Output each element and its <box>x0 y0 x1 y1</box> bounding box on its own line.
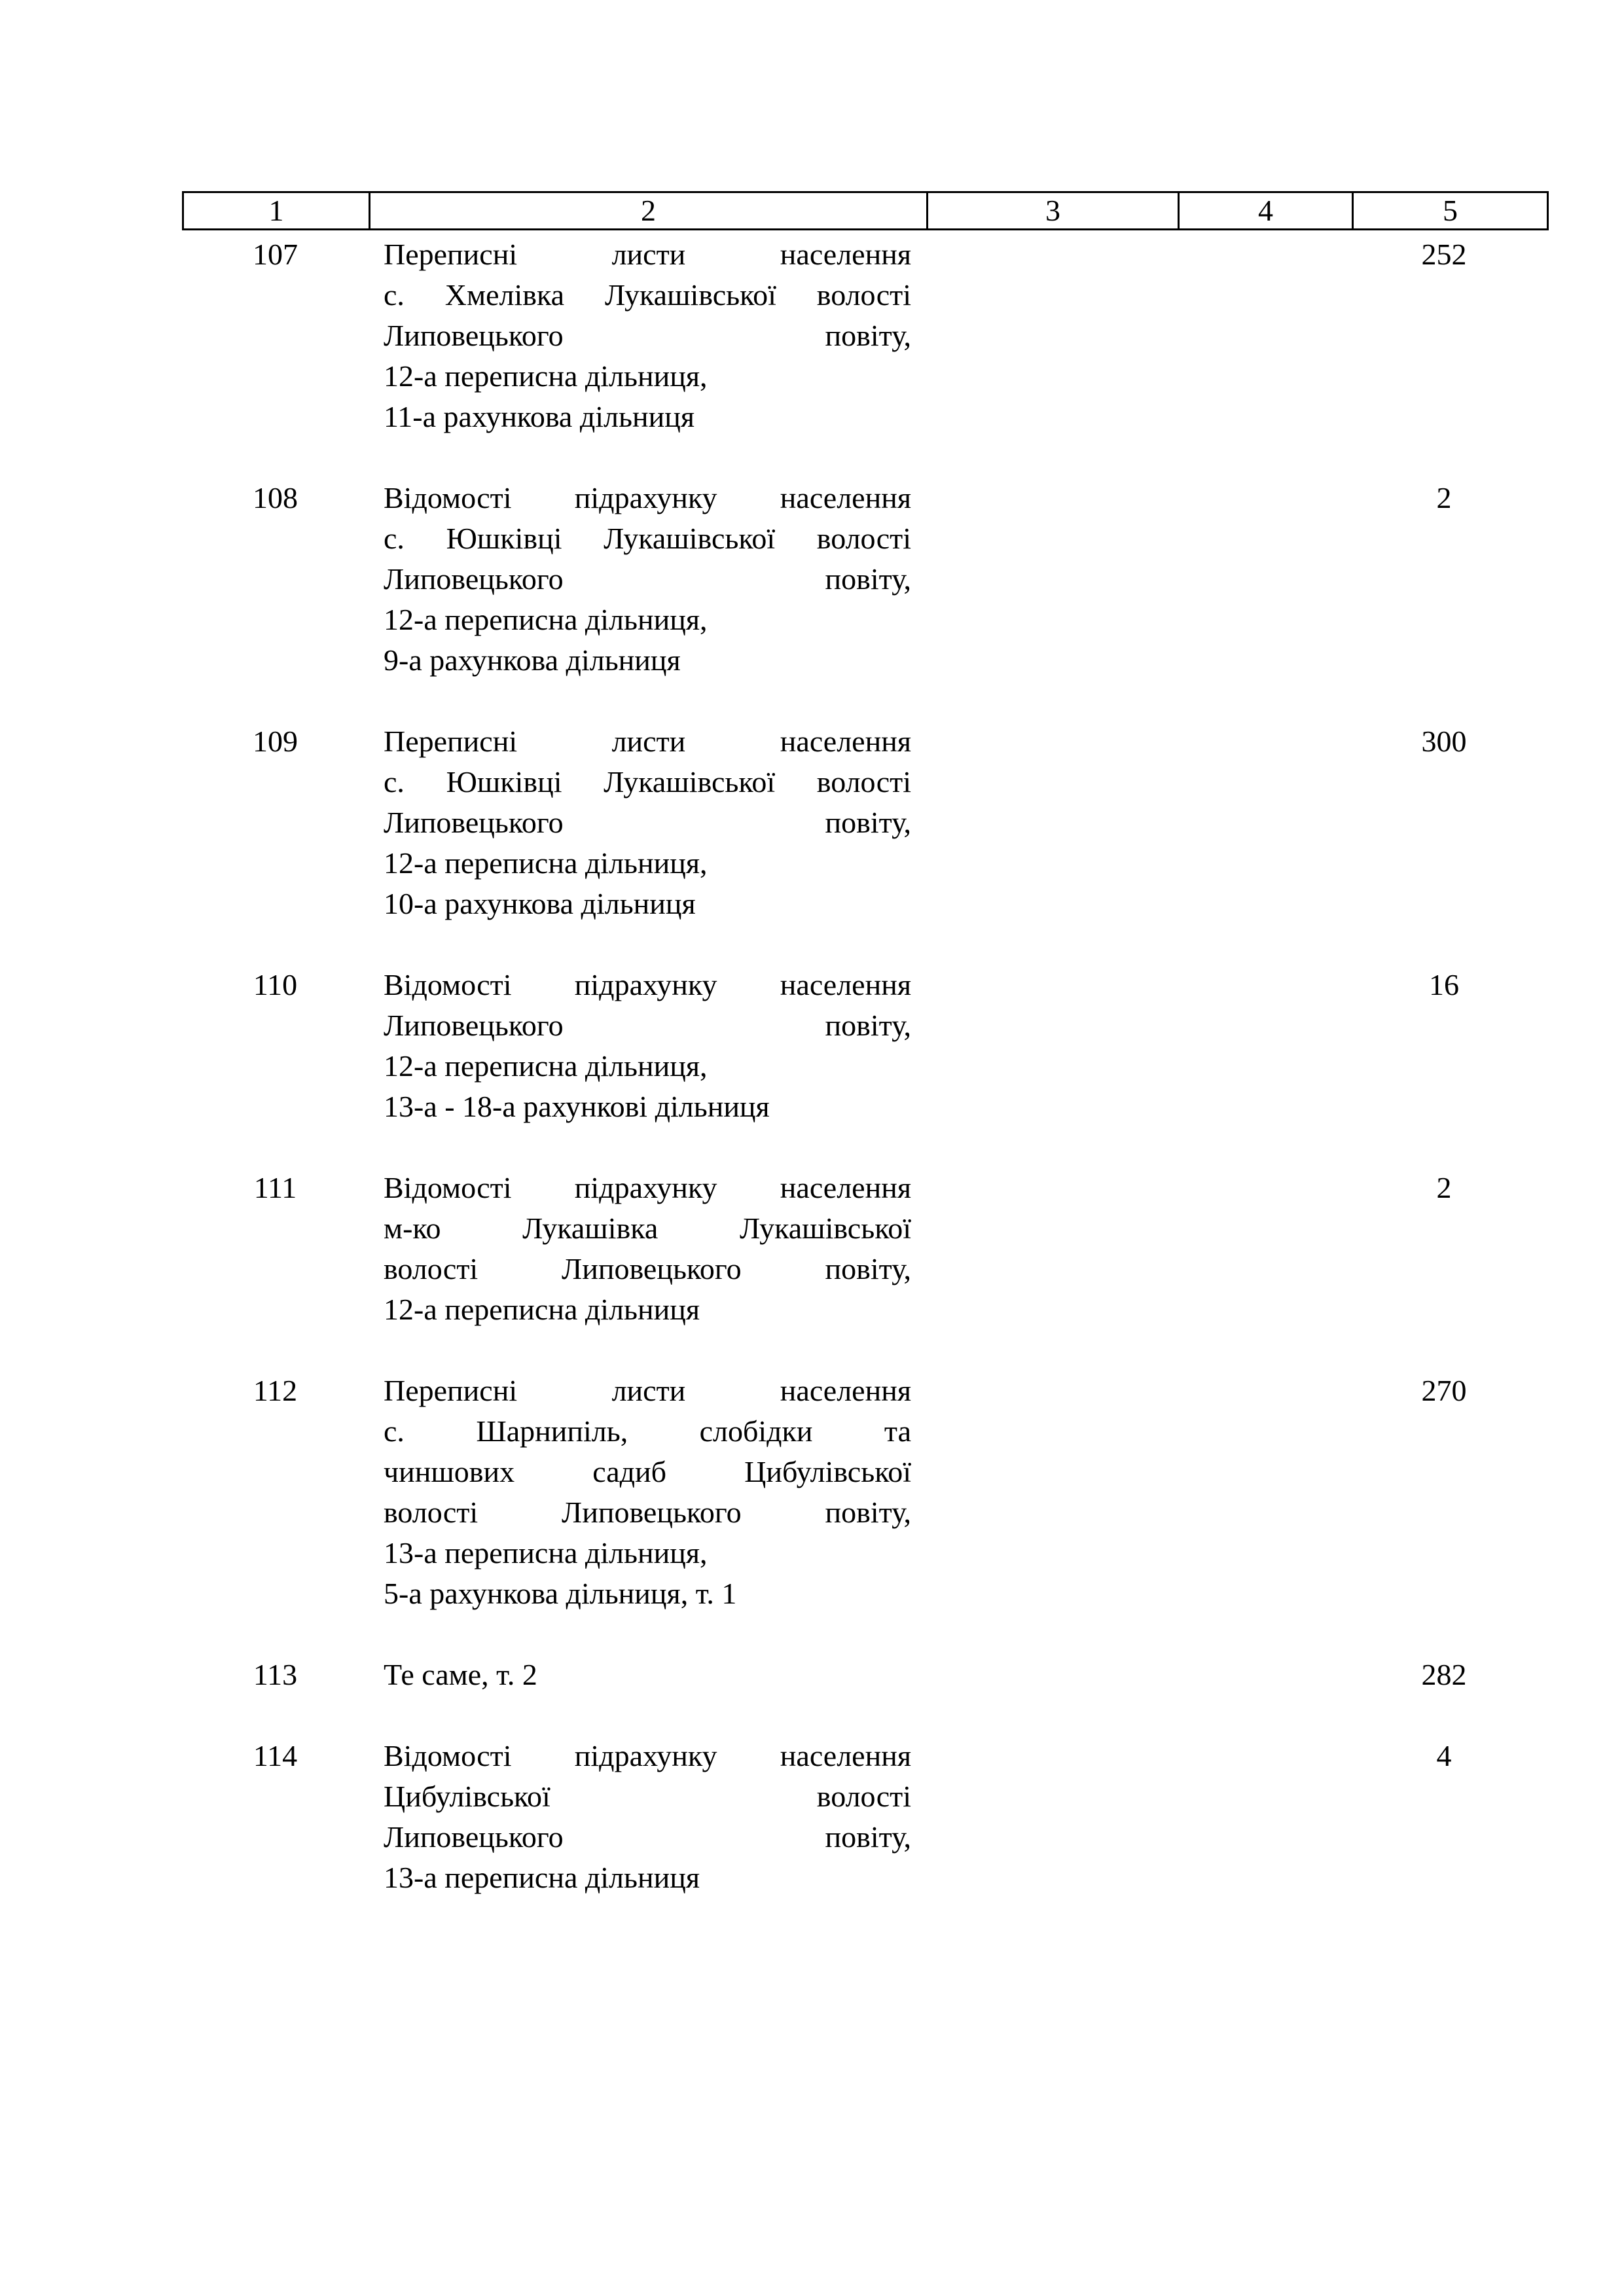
row-title <box>384 1168 911 1330</box>
row-title-line: Відомості підрахунку населення <box>384 1739 911 1772</box>
row-title-line: Переписні листи населення <box>384 1374 911 1407</box>
row-title <box>384 721 911 924</box>
row-title-line: 13-а переписна дільниця <box>384 1861 700 1894</box>
row-title-line: Переписні листи населення <box>384 725 911 758</box>
row-title-line: Відомості підрахунку населення <box>384 1171 911 1204</box>
table-row <box>182 721 1549 924</box>
row-title-line: Переписні листи населення <box>384 238 911 271</box>
row-number: 111 <box>253 1171 297 1204</box>
row-title-line: 12-а переписна дільниця, <box>384 359 708 393</box>
header-col-3: 3 <box>928 193 1180 228</box>
row-title-line: Те саме, т. 2 <box>384 1658 537 1691</box>
row-number: 110 <box>253 968 298 1001</box>
row-number: 107 <box>253 238 298 271</box>
row-title-line: 12-а переписна дільниця, <box>384 846 708 880</box>
row-title-line: чиншових садиб Цибулівської <box>384 1455 911 1488</box>
table-row <box>182 478 1549 681</box>
row-title-line: Липовецького повіту, <box>384 562 911 596</box>
row-count: 4 <box>1436 1739 1452 1772</box>
row-count: 270 <box>1421 1374 1467 1407</box>
row-title-line: Липовецького повіту, <box>384 806 911 839</box>
table-row <box>182 1168 1549 1330</box>
row-title-line: Відомості підрахунку населення <box>384 481 911 514</box>
header-col-2: 2 <box>370 193 928 228</box>
table-row <box>182 965 1549 1127</box>
row-title <box>384 1371 911 1614</box>
row-title-line: с. Юшківці Лукашівської волості <box>384 522 911 555</box>
table-row <box>182 234 1549 437</box>
row-title-line: м-ко Лукашівка Лукашівської <box>384 1211 911 1245</box>
header-col-4: 4 <box>1180 193 1354 228</box>
row-number: 113 <box>253 1658 298 1691</box>
row-title-line: 13-а переписна дільниця, <box>384 1536 708 1570</box>
row-title-line: 12-а переписна дільниця <box>384 1293 700 1326</box>
row-count: 16 <box>1429 968 1459 1001</box>
row-title <box>384 1736 911 1898</box>
table-row <box>182 1655 1549 1695</box>
table-header-row <box>182 191 1549 230</box>
row-count: 2 <box>1436 1171 1452 1204</box>
header-col-5: 5 <box>1443 194 1458 227</box>
row-title-line: волості Липовецького повіту, <box>384 1252 911 1285</box>
row-title-line: с. Хмелівка Лукашівської волості <box>384 278 911 312</box>
row-number: 109 <box>253 725 298 758</box>
row-count: 300 <box>1421 725 1467 758</box>
row-title-line: Липовецького повіту, <box>384 1820 911 1854</box>
row-count: 2 <box>1436 481 1452 514</box>
table-row <box>182 1371 1549 1614</box>
row-count: 252 <box>1421 238 1467 271</box>
row-title-line: 9-а рахункова дільниця <box>384 643 681 677</box>
row-title-line: Липовецького повіту, <box>384 1009 911 1042</box>
row-title <box>384 1655 911 1695</box>
row-number: 114 <box>253 1739 298 1772</box>
row-title-line: 5-а рахункова дільниця, т. 1 <box>384 1577 737 1610</box>
header-col-1: 1 <box>184 193 370 228</box>
row-title-line: Відомості підрахунку населення <box>384 968 911 1001</box>
row-number: 112 <box>253 1374 298 1407</box>
row-title-line: Цибулівської волості <box>384 1780 911 1813</box>
row-number: 108 <box>253 481 298 514</box>
table-row <box>182 1736 1549 1898</box>
row-title <box>384 965 911 1127</box>
row-title-line: 11-а рахункова дільниця <box>384 400 695 433</box>
row-title-line: с. Шарнипіль, слобідки та <box>384 1414 911 1448</box>
row-count: 282 <box>1421 1658 1467 1691</box>
row-title-line: 12-а переписна дільниця, <box>384 603 708 636</box>
row-title-line: 12-а переписна дільниця, <box>384 1049 708 1083</box>
row-title-line: 13-а - 18-а рахункові дільниця <box>384 1090 770 1123</box>
row-title <box>384 478 911 681</box>
row-title-line: Липовецького повіту, <box>384 319 911 352</box>
row-title-line: с. Юшківці Лукашівської волості <box>384 765 911 798</box>
row-title <box>384 234 911 437</box>
row-title-line: 10-а рахункова дільниця <box>384 887 696 920</box>
row-title-line: волості Липовецького повіту, <box>384 1496 911 1529</box>
